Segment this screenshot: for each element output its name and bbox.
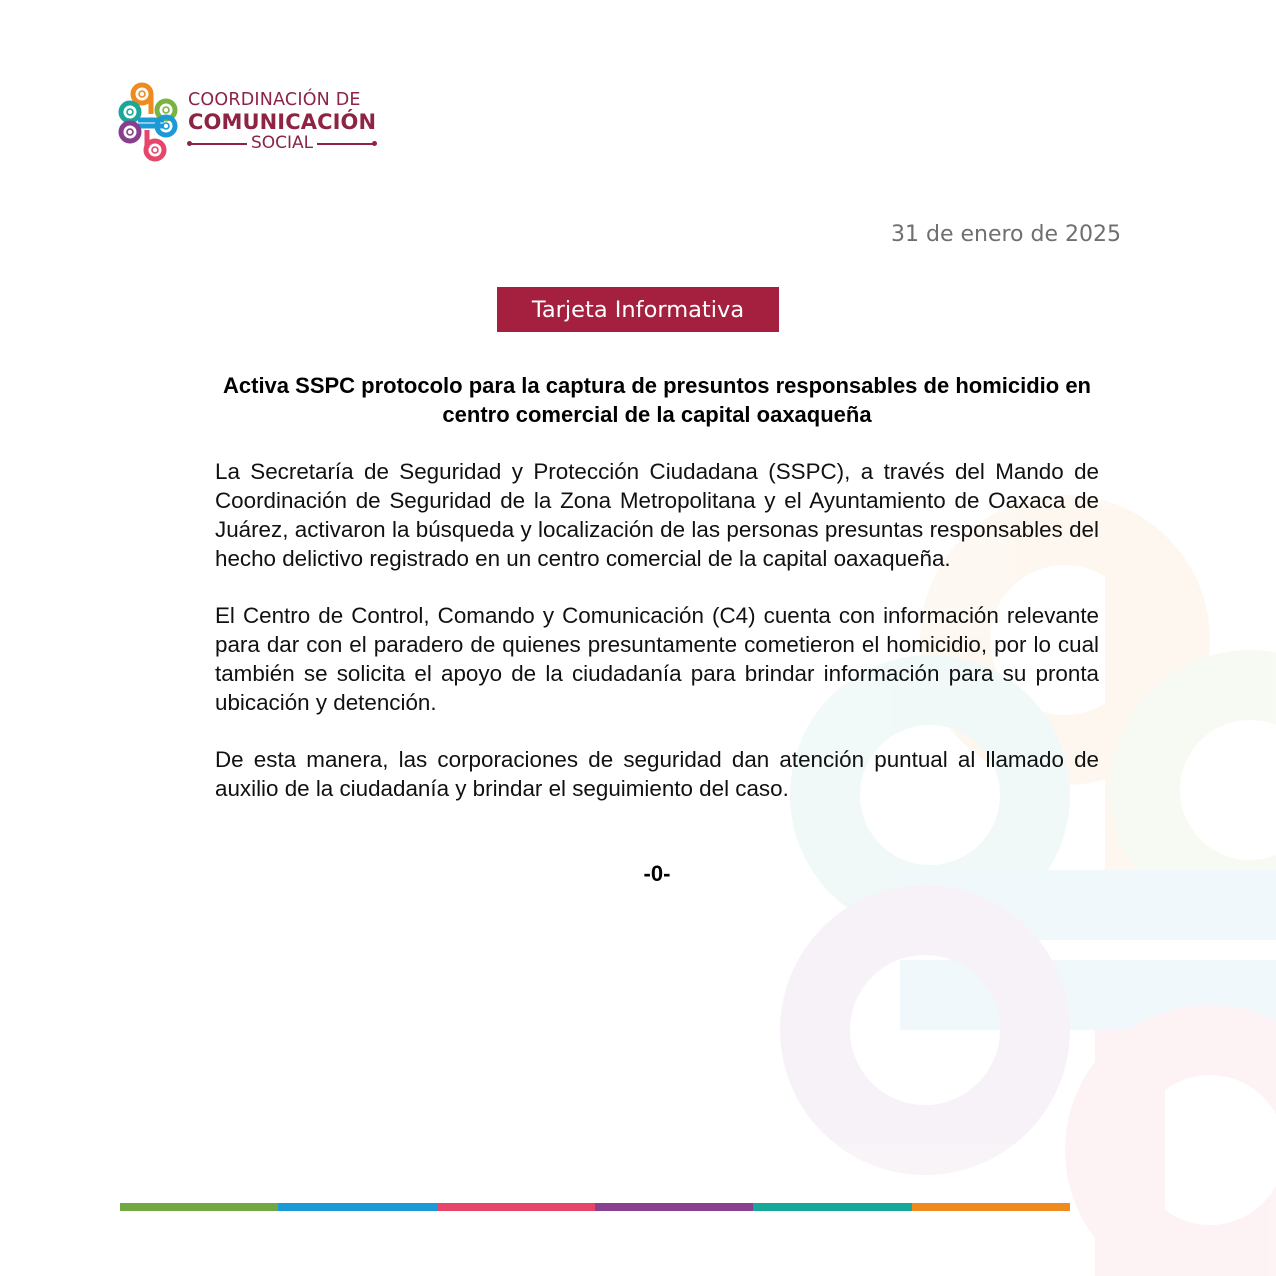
color-segment-orange (912, 1203, 1070, 1211)
publication-date: 31 de enero de 2025 (891, 222, 1121, 247)
color-segment-pink (437, 1203, 595, 1211)
closing-mark: -0- (643, 861, 671, 886)
headline: Activa SSPC protocolo para la captura de presuntos responsables de homicidio en centro comercial de la capital oaxaqueña (223, 373, 1091, 427)
color-segment-purple (595, 1203, 753, 1211)
paragraph: De esta manera, las corporaciones de seguridad dan atención puntual al llamado de auxilio de la ciudadanía y brindar el seguimiento del caso. (215, 747, 1099, 801)
ornament-rule-left (188, 143, 247, 145)
logo-line-3-text: SOCIAL (250, 133, 314, 154)
paragraph: La Secretaría de Seguridad y Protección Ciudadana (SSPC), a través del Mando de Coordinación de Seguridad de la Zona Metropolitana y el Ayuntamiento de Oaxaca de Juárez, activaron la búsqueda y localización de las personas presuntas responsables del hecho delictivo registrado en un centro comercial de la capital oaxaqueña. (215, 459, 1099, 571)
article-body (215, 457, 1099, 831)
document-type-label: Tarjeta Informativa (531, 296, 745, 323)
color-segment-blue (278, 1203, 436, 1211)
interlaced-knot-logo-icon (118, 82, 180, 162)
ornament-rule-right (317, 143, 376, 145)
logo-line-1: COORDINACIÓN DE (188, 89, 361, 110)
logo-line-3 (188, 135, 376, 152)
logo-wordmark (188, 89, 377, 154)
document-type-badge (497, 287, 779, 332)
color-segment-green (120, 1203, 278, 1211)
brand-logo (118, 82, 376, 162)
logo-line-2: COMUNICACIÓN (188, 110, 377, 135)
color-segment-teal (753, 1203, 911, 1211)
paragraph: El Centro de Control, Comando y Comunicación (C4) cuenta con información relevante para dar con el paradero de quienes presuntamente cometieron el homicidio, por lo cual también se solicita el apoyo de la ciudadanía para brindar información para su pronta ubicación y detención. (215, 603, 1099, 715)
footer-color-bar (120, 1203, 1070, 1211)
